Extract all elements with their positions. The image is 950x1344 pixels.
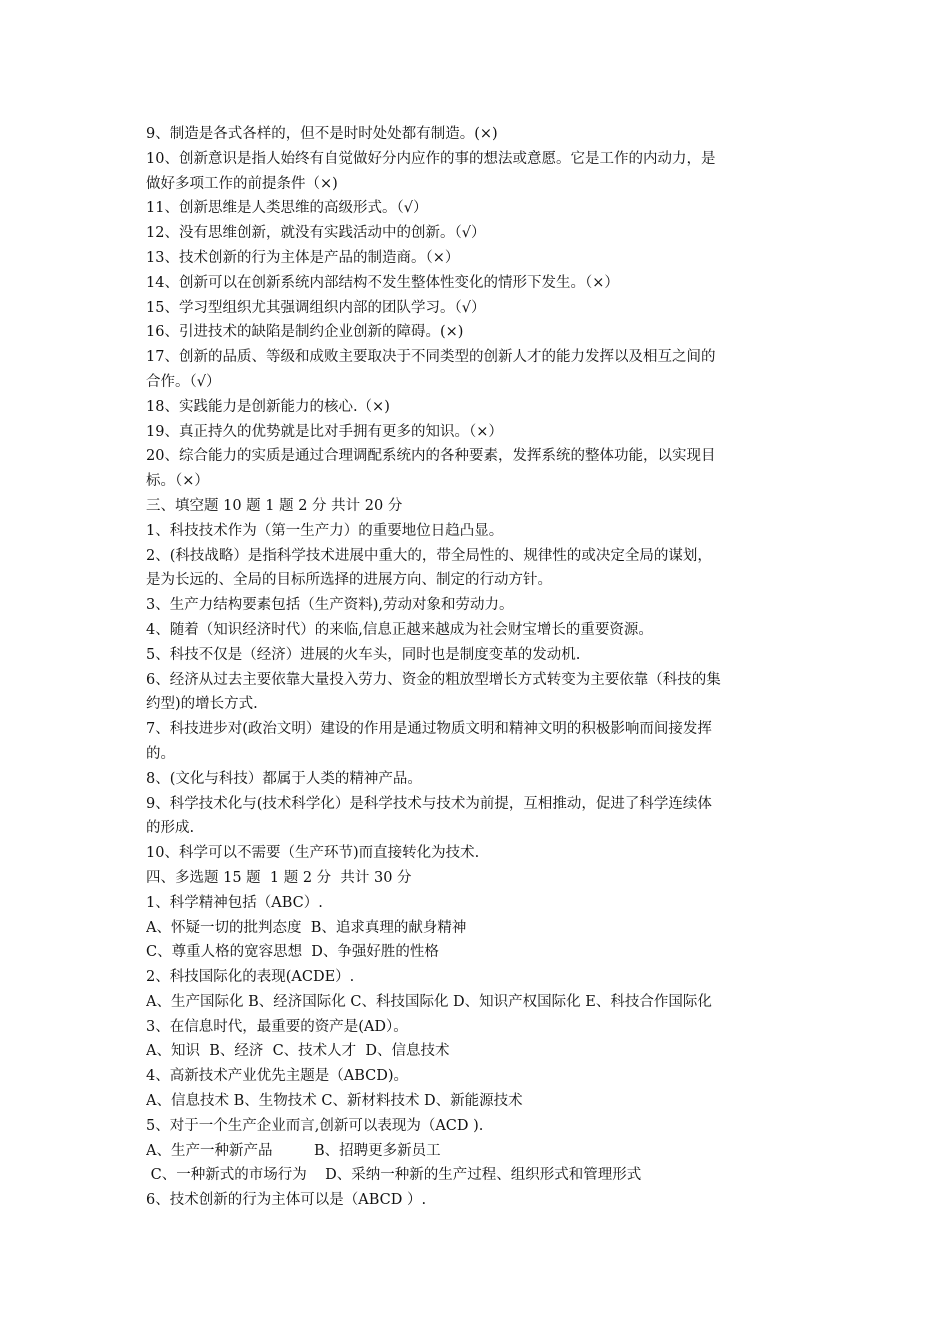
text-line: 的形成. — [146, 820, 195, 837]
section-heading: 三、填空题 10 题 1 题 2 分 共计 20 分 — [146, 497, 403, 514]
text-line: 约型)的增长方式. — [146, 696, 258, 713]
option-line: A、知识 B、经济 C、技术人才 D、信息技术 — [146, 1043, 450, 1060]
text-line: 做好多项工作的前提条件（×) — [146, 175, 338, 192]
text-line: 19、真正持久的优势就是比对手拥有更多的知识。（×） — [146, 423, 503, 440]
text-line: 5、对于一个生产企业而言,创新可以表现为（ACD ). — [146, 1117, 484, 1134]
text-line: 2、(科技战略）是指科学技术进展中重大的，带全局性的、规律性的或决定全局的谋划， — [146, 547, 712, 564]
text-line: 的。 — [146, 745, 175, 762]
text-line: 8、(文化与科技）都属于人类的精神产品。 — [146, 770, 422, 787]
text-line: 4、高新技术产业优先主题是（ABCD)。 — [146, 1068, 408, 1085]
text-line: 11、创新思维是人类思维的高级形式。（√） — [146, 200, 428, 217]
text-line: 12、没有思维创新，就没有实践活动中的创新。（√） — [146, 225, 486, 242]
text-line: 5、科技不仅是（经济）进展的火车头，同时也是制度变革的发动机. — [146, 646, 581, 663]
option-line: A、信息技术 B、生物技术 C、新材料技术 D、新能源技术 — [146, 1093, 523, 1110]
text-line: 7、科技进步对(政治文明）建设的作用是通过物质文明和精神文明的积极影响而间接发挥 — [146, 721, 712, 738]
text-line: 1、科学精神包括（ABC）. — [146, 894, 323, 911]
text-line: 16、引进技术的缺陷是制约企业创新的障碍。(×) — [146, 324, 464, 341]
option-line: A、怀疑一切的批判态度 B、追求真理的献身精神 — [146, 919, 467, 936]
text-line: 13、技术创新的行为主体是产品的制造商。（×） — [146, 249, 460, 266]
text-line: 14、创新可以在创新系统内部结构不发生整体性变化的情形下发生。（×） — [146, 274, 619, 291]
text-line: 17、创新的品质、等级和成败主要取决于不同类型的创新人才的能力发挥以及相互之间的 — [146, 349, 716, 366]
text-line: 2、科技国际化的表现(ACDE）. — [146, 969, 355, 986]
text-line: 6、经济从过去主要依靠大量投入劳力、资金的粗放型增长方式转变为主要依靠（科技的集 — [146, 671, 721, 688]
section-heading: 四、多选题 15 题 1 题 2 分 共计 30 分 — [146, 869, 412, 886]
text-line: 9、制造是各式各样的，但不是时时处处都有制造。(×) — [146, 126, 498, 142]
text-line: 4、随着（知识经济时代）的来临,信息正越来越成为社会财宝增长的重要资源。 — [146, 621, 653, 638]
text-line: 10、科学可以不需要（生产环节)而直接转化为技术. — [146, 845, 480, 862]
text-line: 1、科技技术作为（第一生产力）的重要地位日趋凸显。 — [146, 522, 504, 539]
text-line: 3、在信息时代，最重要的资产是(AD）。 — [146, 1018, 408, 1035]
text-line: 15、学习型组织尤其强调组织内部的团队学习。（√） — [146, 299, 486, 316]
option-line: A、生产国际化 B、经济国际化 C、科技国际化 D、知识产权国际化 E、科技合作国际化 — [146, 993, 712, 1010]
text-line: 6、技术创新的行为主体可以是（ABCD ）. — [146, 1192, 427, 1209]
text-line: 9、科学技术化与(技术科学化）是科学技术与技术为前提，互相推动，促进了科学连续体 — [146, 795, 712, 812]
text-line: 10、创新意识是指人始终有自觉做好分内应作的事的想法或意愿。它是工作的内动力，是 — [146, 150, 716, 167]
text-line: 3、生产力结构要素包括（生产资料),劳动对象和劳动力。 — [146, 597, 514, 614]
text-line: 合作。（√） — [146, 373, 221, 390]
option-line: C、尊重人格的宽容思想 D、争强好胜的性格 — [146, 944, 439, 961]
text-line: 20、综合能力的实质是通过合理调配系统内的各种要素，发挥系统的整体功能，以实现目 — [146, 448, 716, 465]
option-line: C、一种新式的市场行为 D、采纳一种新的生产过程、组织形式和管理形式 — [146, 1167, 642, 1184]
option-line: A、生产一种新产品 B、招聘更多新员工 — [146, 1142, 441, 1159]
text-line: 标。（×） — [146, 473, 209, 490]
text-line: 18、实践能力是创新能力的核心.（×) — [146, 398, 390, 415]
text-line: 是为长远的、全局的目标所选择的进展方向、制定的行动方针。 — [146, 572, 552, 589]
document-page — [146, 122, 816, 1213]
